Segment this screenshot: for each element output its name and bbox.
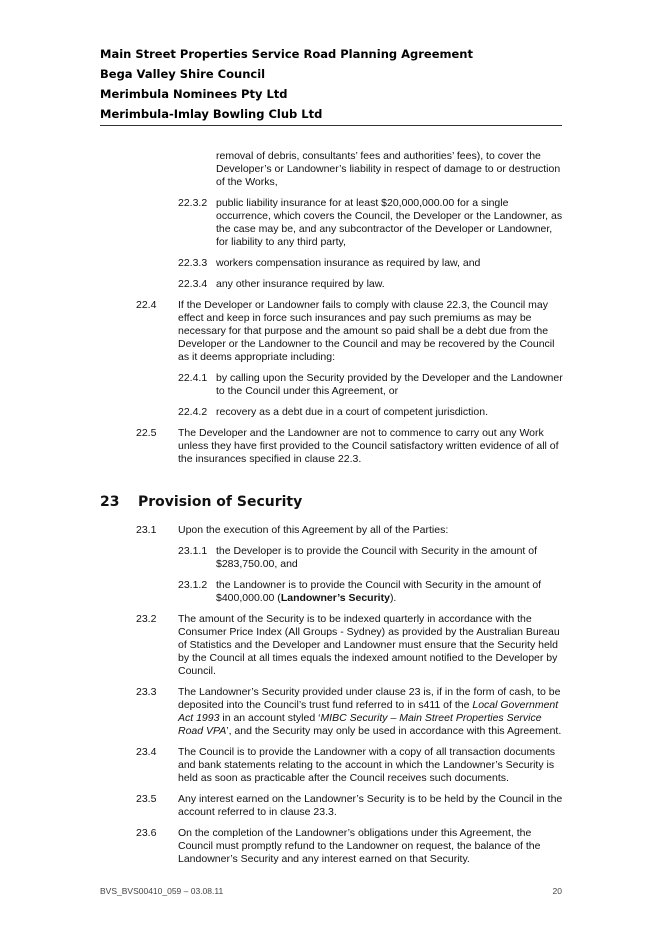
clause-23-4	[100, 746, 565, 785]
document-body	[100, 150, 565, 874]
clause-number: 23.1.2	[178, 579, 208, 591]
section-title: Provision of Security	[138, 494, 303, 510]
section-23-heading	[100, 493, 565, 511]
clause-number: 22.4	[136, 299, 157, 311]
clause-22-3-2	[100, 197, 565, 249]
page-number: 20	[552, 886, 562, 896]
clause-22-4-2	[100, 406, 565, 419]
clause-22-5	[100, 427, 565, 466]
clause-text: the Developer is to provide the Council with Security in the amount of $283,750.00, and	[216, 545, 538, 570]
clause-text: any other insurance required by law.	[216, 278, 385, 290]
clause-text: The amount of the Security is to be indexed quarterly in accordance with the Consumer Price Index (All Groups - Sydney) as provided by the Australian Bureau of Statistics and the Developer and Landowner must ensure that the Security held by the Council at all times equals the indexed amount notified to the Developer by Council.	[178, 613, 560, 677]
clause-22-4	[100, 299, 565, 364]
clause-text: recovery as a debt due in a court of competent jurisdiction.	[216, 406, 488, 418]
clause-number: 23.5	[136, 793, 157, 805]
act-citation: Local Government Act 1993	[178, 699, 559, 724]
section-number: 23	[100, 494, 120, 510]
clause-number: 23.1.1	[178, 545, 208, 557]
clause-number: 22.5	[136, 427, 157, 439]
clause-number: 23.1	[136, 524, 157, 536]
clause-number: 22.4.1	[178, 372, 208, 384]
clause-22-3-4	[100, 278, 565, 291]
clause-text: in an account styled ‘	[219, 712, 321, 724]
clause-23-1-2	[100, 579, 565, 605]
clause-text: The Developer and the Landowner are not to commence to carry out any Work unless they have first provided to the Council satisfactory written evidence of all of the insurances specified in clause 22.3.	[178, 427, 559, 465]
clause-text: the Landowner is to provide the Council with Security in the amount of $400,000.00 (	[216, 579, 542, 604]
clause-23-2	[100, 613, 565, 678]
clause-text: The Landowner’s Security provided under clause 23 is, if in the form of cash, to be deposited into the Council’s trust fund referred to in s411 of the	[178, 686, 561, 711]
clause-22-3-3	[100, 257, 565, 270]
header-council: Bega Valley Shire Council	[100, 67, 266, 81]
clause-text: The Council is to provide the Landowner with a copy of all transaction documents and bank statements relating to the account in which the Landowner’s Security is held as soon as practicable after the Council receives such documents.	[178, 746, 556, 784]
clause-number: 22.3.2	[178, 197, 208, 209]
clause-number: 22.4.2	[178, 406, 208, 418]
clause-number: 23.3	[136, 686, 157, 698]
clause-text: removal of debris, consultants’ fees and authorities’ fees), to cover the Developer’s or Landowner’s liability in respect of damage to or destruction of the Works,	[216, 150, 561, 188]
clause-text: public liability insurance for at least $20,000,000.00 for a single occurrence, which covers the Council, the Developer or the Landowner, as the case may be, and any subcontractor of the Developer or Landowner, for liability to any third party,	[216, 197, 563, 248]
clause-text: On the completion of the Landowner’s obligations under this Agreement, the Council must promptly refund to the Landowner on request, the balance of the Landowner’s Security and any interest earned on that Security.	[178, 827, 541, 865]
clause-text: ’, and the Security may only be used in accordance with this Agreement.	[226, 725, 562, 737]
clause-number: 23.2	[136, 613, 157, 625]
clause-number: 23.6	[136, 827, 157, 839]
clause-23-1-1	[100, 545, 565, 571]
clause-text: workers compensation insurance as required by law, and	[216, 257, 481, 269]
document-reference: BVS_BVS00410_059 – 03.08.11	[100, 886, 224, 896]
page-header	[100, 44, 562, 126]
account-name: MIBC Security – Main Street Properties Service Road VPA	[178, 712, 542, 737]
clause-number: 22.3.4	[178, 278, 208, 290]
clause-text: by calling upon the Security provided by the Developer and the Landowner to the Council under this Agreement, or	[216, 372, 563, 397]
clause-23-1	[100, 524, 565, 537]
header-agreement-title: Main Street Properties Service Road Planning Agreement	[100, 47, 473, 61]
clause-text-end: ).	[389, 592, 397, 604]
clause-text: If the Developer or Landowner fails to comply with clause 22.3, the Council may effect and keep in force such insurances and pay such premiums as may be necessary for that purpose and the amount so paid shall be a debt due from the Developer or the Landowner to the Council and may be recovered by the Council as it deems appropriate including:	[178, 299, 555, 363]
clause-number: 22.3.3	[178, 257, 208, 269]
defined-term: Landowner’s Security	[280, 592, 390, 604]
clause-22-3-1-continuation	[100, 150, 565, 189]
header-bowling-club: Merimbula-Imlay Bowling Club Ltd	[100, 107, 323, 121]
clause-text: Upon the execution of this Agreement by all of the Parties:	[178, 524, 449, 536]
clause-23-5	[100, 793, 565, 819]
clause-text: Any interest earned on the Landowner’s Security is to be held by the Council in the account referred to in clause 23.3.	[178, 793, 563, 818]
header-divider	[100, 125, 562, 126]
clause-23-6	[100, 827, 565, 866]
clause-23-3	[100, 686, 565, 738]
clause-number: 23.4	[136, 746, 157, 758]
clause-22-4-1	[100, 372, 565, 398]
header-nominees: Merimbula Nominees Pty Ltd	[100, 87, 288, 101]
